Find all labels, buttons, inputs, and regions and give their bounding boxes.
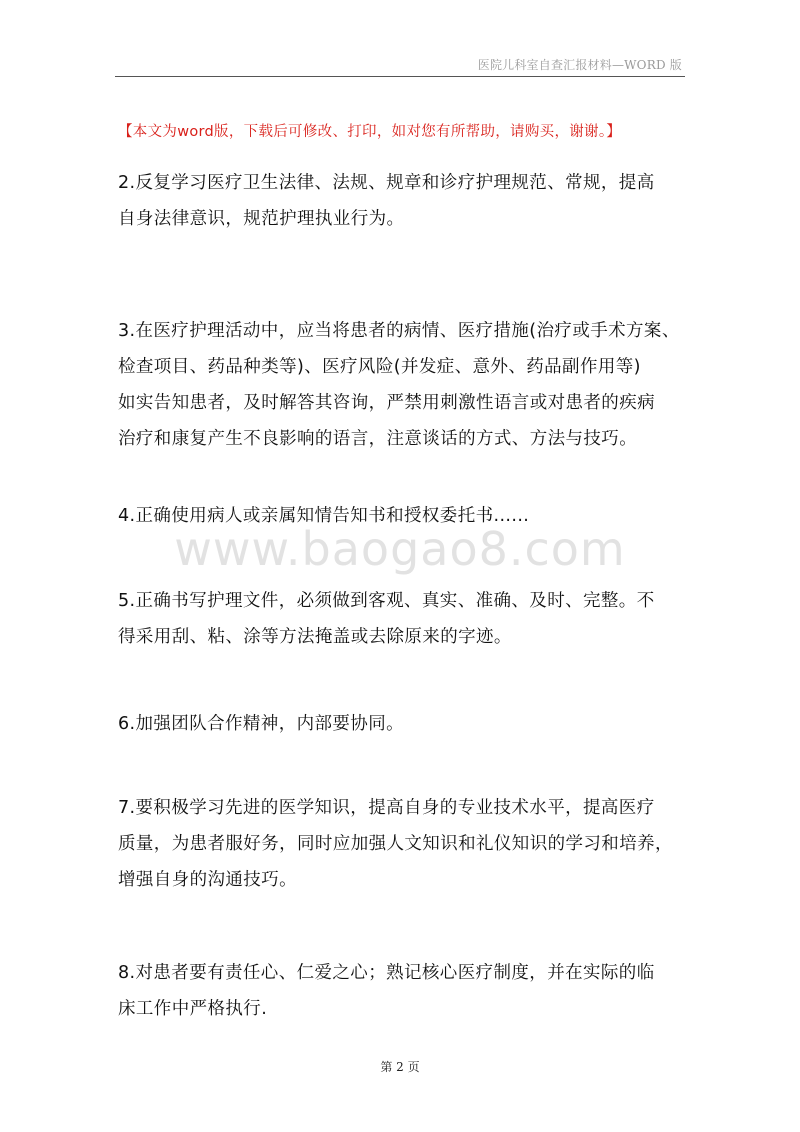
page-header-title: 医院儿科室自查汇报材料—WORD 版 (477, 58, 682, 72)
page-number: 第 2 页 (380, 1060, 420, 1074)
paragraph-item-4 (118, 498, 688, 534)
paragraph-line: 得采用刮、粘、涂等方法掩盖或去除原来的字迹。 (118, 627, 512, 647)
paragraph-line: 5.正确书写护理文件，必须做到客观、真实、准确、及时、完整。不 (118, 591, 655, 611)
paragraph-line: 6.加强团队合作精神，内部要协同。 (118, 714, 404, 734)
paragraph-item-7 (118, 790, 688, 898)
paragraph-line: 治疗和康复产生不良影响的语言，注意谈话的方式、方法与技巧。 (118, 429, 638, 449)
paragraph-line: 质量，为患者服好务，同时应加强人文知识和礼仪知识的学习和培养， (118, 834, 673, 854)
paragraph-line: 床工作中严格执行. (118, 999, 268, 1019)
paragraph-line: 如实告知患者，及时解答其咨询，严禁用刺激性语言或对患者的疾病 (118, 393, 655, 413)
paragraph-line: 增强自身的沟通技巧。 (118, 870, 297, 890)
paragraph-line: 4.正确使用病人或亲属知情告知书和授权委托书...... (118, 506, 530, 526)
paragraph-line: 3.在医疗护理活动中，应当将患者的病情、医疗措施(治疗或手术方案、 (118, 321, 680, 341)
paragraph-item-3 (118, 313, 688, 457)
paragraph-item-2 (118, 165, 688, 237)
watermark-text: www.baogao8.com (174, 522, 626, 576)
download-notice: 【本文为word版，下载后可修改、打印，如对您有所帮助，请购买，谢谢。】 (118, 124, 622, 140)
paragraph-line: 8.对患者要有责任心、仁爱之心；熟记核心医疗制度，并在实际的临 (118, 963, 655, 983)
paragraph-line: 自身法律意识，规范护理执业行为。 (118, 209, 405, 229)
paragraph-item-8 (118, 955, 688, 1027)
paragraph-item-6 (118, 706, 688, 742)
paragraph-item-5 (118, 583, 688, 655)
header-divider (115, 76, 685, 77)
paragraph-line: 2.反复学习医疗卫生法律、法规、规章和诊疗护理规范、常规，提高 (118, 173, 655, 193)
paragraph-line: 7.要积极学习先进的医学知识，提高自身的专业技术水平，提高医疗 (118, 798, 655, 818)
paragraph-line: 检查项目、药品种类等)、医疗风险(并发症、意外、药品副作用等) (118, 357, 641, 377)
